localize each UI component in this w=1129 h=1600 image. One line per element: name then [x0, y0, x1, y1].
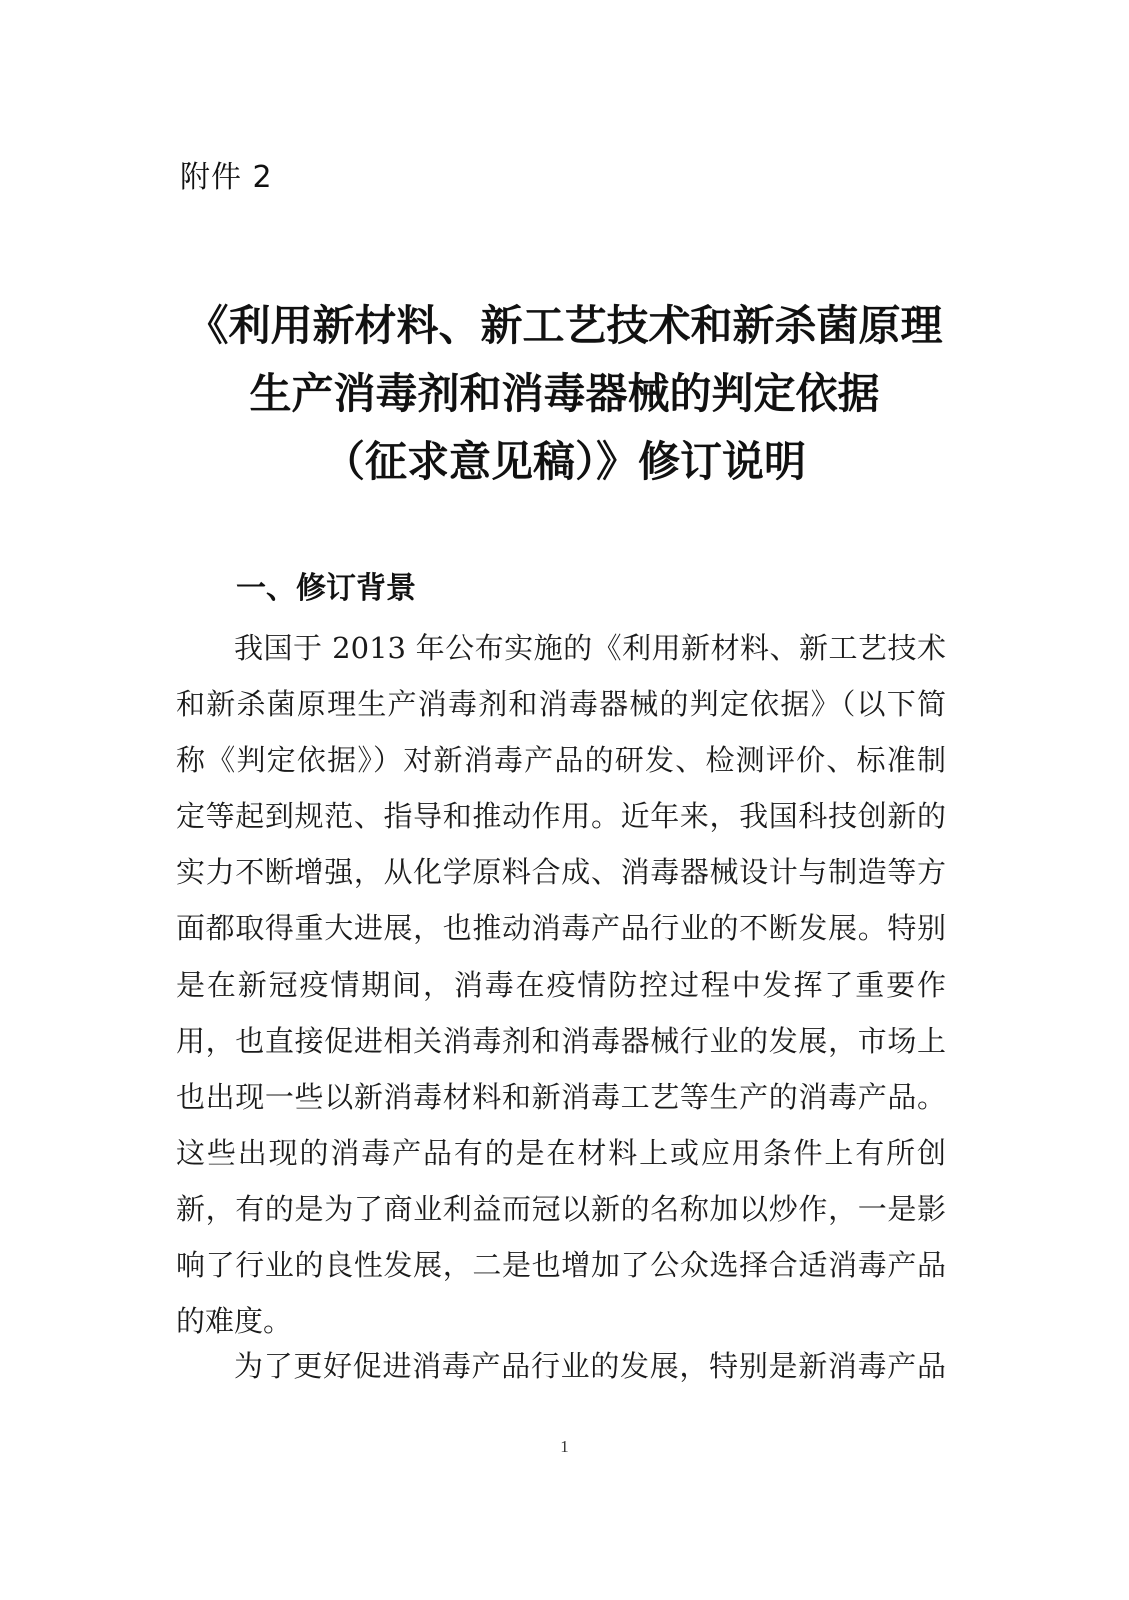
page-number: 1 [560, 1437, 569, 1456]
title-line: 生产消毒剂和消毒器械的判定依据 [249, 369, 880, 418]
document-title [90, 292, 1039, 496]
paragraph-line: 响了行业的良性发展，二是也增加了公众选择合适消毒产品 [176, 1248, 946, 1283]
paragraph-line: 用，也直接促进相关消毒剂和消毒器械行业的发展，市场上 [176, 1023, 946, 1058]
paragraph-line: 我国于 2013 年公布实施的《利用新材料、新工艺技术 [234, 631, 946, 665]
paragraph-line: 也出现一些以新消毒材料和新消毒工艺等生产的消毒产品。 [176, 1079, 946, 1114]
paragraph-line: 的难度。 [176, 1304, 293, 1339]
paragraph-background [176, 620, 946, 1349]
paragraph-line: 这些出现的消毒产品有的是在材料上或应用条件上有所创 [176, 1135, 946, 1170]
title-line: （征求意见稿）》修订说明 [322, 437, 806, 486]
paragraph-line: 是在新冠疫情期间，消毒在疫情防控过程中发挥了重要作 [176, 967, 946, 1002]
paragraph-line: 实力不断增强，从化学原料合成、消毒器械设计与制造等方 [176, 855, 946, 890]
paragraph-line: 面都取得重大进展，也推动消毒产品行业的不断发展。特别 [176, 911, 946, 946]
paragraph-line: 定等起到规范、指导和推动作用。近年来，我国科技创新的 [176, 799, 946, 834]
paragraph-purpose [176, 1338, 946, 1394]
paragraph-line: 称《判定依据》）对新消毒产品的研发、检测评价、标准制 [176, 743, 946, 778]
attachment-label: 附件 2 [180, 160, 273, 195]
section-heading: 一、修订背景 [236, 571, 416, 606]
title-line: 《利用新材料、新工艺技术和新杀菌原理 [186, 301, 943, 350]
paragraph-line: 新，有的是为了商业利益而冠以新的名称加以炒作，一是影 [176, 1191, 946, 1226]
paragraph-line: 和新杀菌原理生产消毒剂和消毒器械的判定依据》（以下简 [176, 687, 946, 722]
paragraph-line: 为了更好促进消毒产品行业的发展，特别是新消毒产品 [234, 1349, 946, 1383]
